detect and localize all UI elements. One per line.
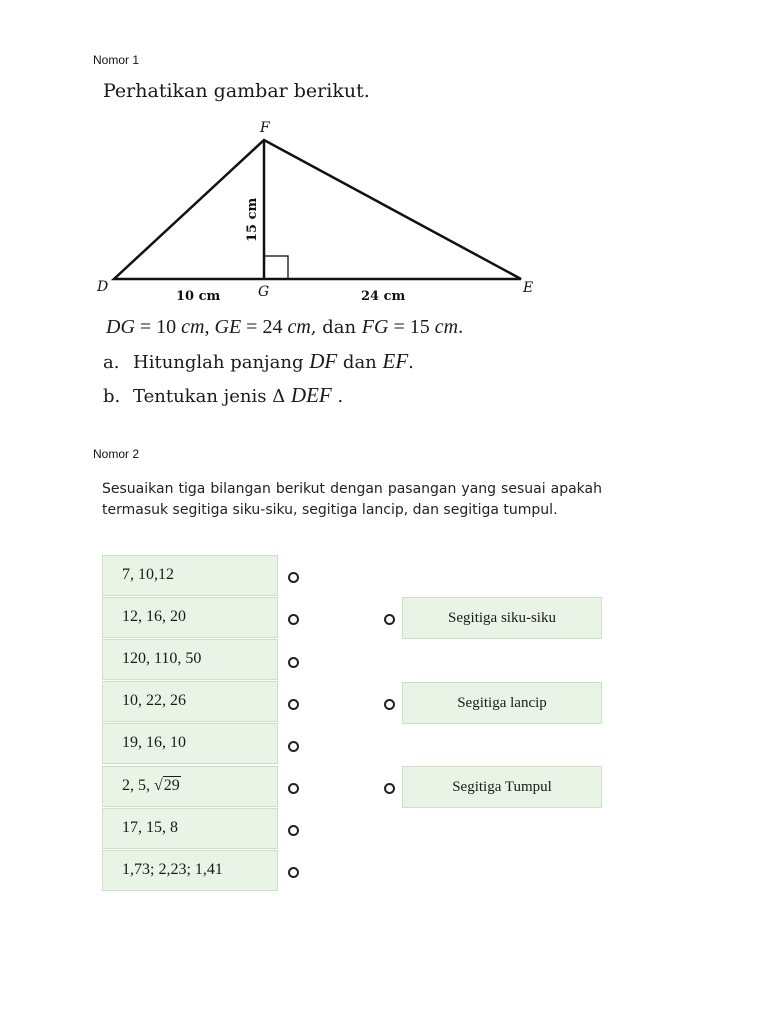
option-box[interactable]: 7, 10,12 bbox=[102, 555, 278, 596]
option-box[interactable]: 1,73; 2,23; 1,41 bbox=[102, 850, 278, 891]
connector-dot[interactable] bbox=[384, 699, 395, 710]
square-root: √29 bbox=[154, 777, 180, 794]
given-values: DG = 10 cm, GE = 24 cm, dan FG = 15 cm. bbox=[106, 316, 464, 338]
segment-ge-label: 24 cm bbox=[361, 289, 406, 304]
connector-dot[interactable] bbox=[384, 614, 395, 625]
triangle-figure bbox=[90, 115, 550, 310]
category-box[interactable]: Segitiga lancip bbox=[402, 682, 602, 724]
connector-dot[interactable] bbox=[288, 699, 299, 710]
right-angle-marker bbox=[264, 256, 288, 279]
question-1-intro: Perhatikan gambar berikut. bbox=[103, 80, 370, 102]
vertex-f-label: F bbox=[260, 120, 270, 136]
vertex-e-label: E bbox=[523, 280, 534, 296]
task-a: a. Hitunglah panjang DF dan EF. bbox=[103, 349, 414, 373]
segment-dg-label: 10 cm bbox=[176, 289, 221, 304]
question-2-label: Nomor 2 bbox=[93, 447, 140, 461]
option-box[interactable]: 12, 16, 20 bbox=[102, 597, 278, 638]
connector-dot[interactable] bbox=[288, 825, 299, 836]
option-box[interactable]: 10, 22, 26 bbox=[102, 681, 278, 722]
question-1-label: Nomor 1 bbox=[93, 53, 140, 67]
connector-dot[interactable] bbox=[288, 867, 299, 878]
option-text: 2, 5, bbox=[122, 777, 154, 794]
option-box[interactable]: 120, 110, 50 bbox=[102, 639, 278, 680]
task-b: b. Tentukan jenis Δ DEF . bbox=[103, 383, 344, 407]
connector-dot[interactable] bbox=[288, 657, 299, 668]
question-2-intro: Sesuaikan tiga bilangan berikut dengan pasangan yang sesuai apakah termasuk segitiga siku-siku, segitiga lancip, dan segitiga tumpul. bbox=[102, 481, 602, 518]
connector-dot[interactable] bbox=[288, 614, 299, 625]
option-box[interactable]: 17, 15, 8 bbox=[102, 808, 278, 849]
connector-dot[interactable] bbox=[288, 783, 299, 794]
option-box[interactable]: 19, 16, 10 bbox=[102, 723, 278, 764]
category-box[interactable]: Segitiga Tumpul bbox=[402, 766, 602, 808]
option-box[interactable] bbox=[102, 766, 278, 807]
height-fg-label: 15 cm bbox=[245, 197, 260, 242]
vertex-d-label: D bbox=[97, 279, 109, 295]
connector-dot[interactable] bbox=[288, 572, 299, 583]
triangle-def bbox=[114, 140, 521, 279]
vertex-g-label: G bbox=[258, 284, 270, 300]
connector-dot[interactable] bbox=[288, 741, 299, 752]
category-box[interactable]: Segitiga siku-siku bbox=[402, 597, 602, 639]
connector-dot[interactable] bbox=[384, 783, 395, 794]
